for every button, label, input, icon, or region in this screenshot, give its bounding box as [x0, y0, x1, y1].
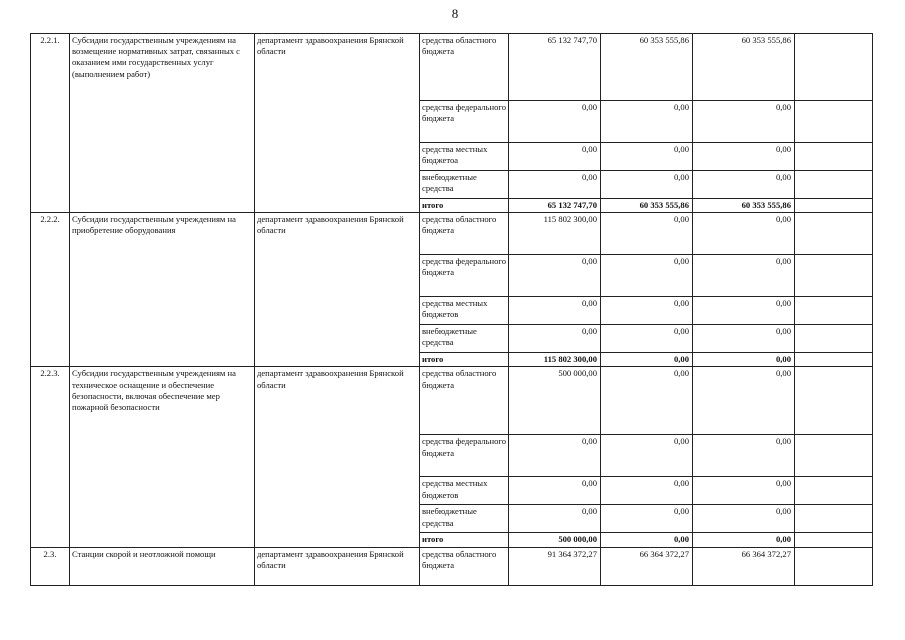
amount-year-1: 91 364 372,27 [509, 547, 601, 585]
empty-cell [795, 143, 873, 171]
empty-cell [795, 213, 873, 255]
amount-year-3: 0,00 [693, 297, 795, 325]
item-code: 2.2.2. [31, 213, 70, 367]
empty-cell [795, 297, 873, 325]
empty-cell [795, 547, 873, 585]
amount-year-1: 0,00 [509, 297, 601, 325]
amount-year-1: 0,00 [509, 477, 601, 505]
amount-year-3: 66 364 372,27 [693, 547, 795, 585]
funding-source: внебюджетные средства [420, 505, 509, 533]
funding-source: средства областного бюджета [420, 213, 509, 255]
amount-year-3: 0,00 [693, 325, 795, 353]
amount-year-3: 0,00 [693, 533, 795, 547]
amount-year-1: 65 132 747,70 [509, 199, 601, 213]
amount-year-2: 0,00 [601, 325, 693, 353]
empty-cell [795, 353, 873, 367]
amount-year-1: 0,00 [509, 435, 601, 477]
funding-source: средства местных бюджетоа [420, 143, 509, 171]
amount-year-1: 115 802 300,00 [509, 353, 601, 367]
item-executor: департамент здравоохранения Брянской области [255, 213, 420, 367]
empty-cell [795, 505, 873, 533]
amount-year-1: 0,00 [509, 143, 601, 171]
amount-year-2: 0,00 [601, 353, 693, 367]
amount-year-3: 0,00 [693, 171, 795, 199]
empty-cell [795, 435, 873, 477]
amount-year-1: 0,00 [509, 171, 601, 199]
amount-year-2: 60 353 555,86 [601, 199, 693, 213]
amount-year-3: 0,00 [693, 213, 795, 255]
amount-year-2: 0,00 [601, 143, 693, 171]
amount-year-2: 0,00 [601, 477, 693, 505]
empty-cell [795, 199, 873, 213]
amount-year-3: 0,00 [693, 477, 795, 505]
amount-year-2: 0,00 [601, 101, 693, 143]
item-executor: департамент здравоохранения Брянской области [255, 547, 420, 585]
amount-year-3: 0,00 [693, 367, 795, 435]
amount-year-2: 0,00 [601, 171, 693, 199]
item-executor: департамент здравоохранения Брянской области [255, 367, 420, 547]
amount-year-2: 0,00 [601, 297, 693, 325]
funding-source: внебюджетные средства [420, 325, 509, 353]
amount-year-2: 0,00 [601, 435, 693, 477]
amount-year-3: 60 353 555,86 [693, 34, 795, 101]
item-name: Субсидии государственным учреждениям на техническое оснащение и обеспечение безопасности, включая обеспечение мер пожарной безопасности [70, 367, 255, 547]
funding-source: средства областного бюджета [420, 367, 509, 435]
amount-year-3: 0,00 [693, 505, 795, 533]
amount-year-2: 66 364 372,27 [601, 547, 693, 585]
item-code: 2.2.1. [31, 34, 70, 213]
amount-year-2: 0,00 [601, 505, 693, 533]
funding-source: итого [420, 353, 509, 367]
empty-cell [795, 367, 873, 435]
empty-cell [795, 34, 873, 101]
empty-cell [795, 171, 873, 199]
amount-year-1: 0,00 [509, 505, 601, 533]
funding-source: средства федерального бюджета [420, 435, 509, 477]
funding-source: средства местных бюджетов [420, 297, 509, 325]
amount-year-1: 500 000,00 [509, 367, 601, 435]
amount-year-1: 0,00 [509, 101, 601, 143]
amount-year-2: 0,00 [601, 367, 693, 435]
amount-year-2: 0,00 [601, 255, 693, 297]
funding-source: итого [420, 533, 509, 547]
funding-source: итого [420, 199, 509, 213]
empty-cell [795, 325, 873, 353]
amount-year-1: 0,00 [509, 325, 601, 353]
amount-year-1: 65 132 747,70 [509, 34, 601, 101]
table-row [31, 213, 873, 255]
amount-year-1: 0,00 [509, 255, 601, 297]
table-row [31, 34, 873, 101]
amount-year-3: 0,00 [693, 101, 795, 143]
funding-source: средства областного бюджета [420, 547, 509, 585]
amount-year-3: 0,00 [693, 255, 795, 297]
empty-cell [795, 477, 873, 505]
empty-cell [795, 255, 873, 297]
funding-source: средства местных бюджетов [420, 477, 509, 505]
item-code: 2.3. [31, 547, 70, 585]
funding-source: средства федерального бюджета [420, 101, 509, 143]
item-code: 2.2.3. [31, 367, 70, 547]
amount-year-3: 0,00 [693, 143, 795, 171]
item-name: Субсидии государственным учреждениям на приобретение оборудования [70, 213, 255, 367]
amount-year-3: 60 353 555,86 [693, 199, 795, 213]
amount-year-1: 115 802 300,00 [509, 213, 601, 255]
amount-year-1: 500 000,00 [509, 533, 601, 547]
amount-year-2: 0,00 [601, 213, 693, 255]
amount-year-3: 0,00 [693, 435, 795, 477]
budget-table [30, 33, 873, 586]
table-row [31, 547, 873, 585]
empty-cell [795, 101, 873, 143]
amount-year-2: 60 353 555,86 [601, 34, 693, 101]
funding-source: средства областного бюджета [420, 34, 509, 101]
item-executor: департамент здравоохранения Брянской области [255, 34, 420, 213]
amount-year-3: 0,00 [693, 353, 795, 367]
item-name: Станции скорой и неотложной помощи [70, 547, 255, 585]
funding-source: средства федерального бюджета [420, 255, 509, 297]
amount-year-2: 0,00 [601, 533, 693, 547]
page-number: 8 [451, 6, 459, 21]
funding-source: внебюджетные средства [420, 171, 509, 199]
empty-cell [795, 533, 873, 547]
table-row [31, 367, 873, 435]
item-name: Субсидии государственным учреждениям на возмещение нормативных затрат, связанных с оказанием ими государственных услуг (выполнением работ) [70, 34, 255, 213]
